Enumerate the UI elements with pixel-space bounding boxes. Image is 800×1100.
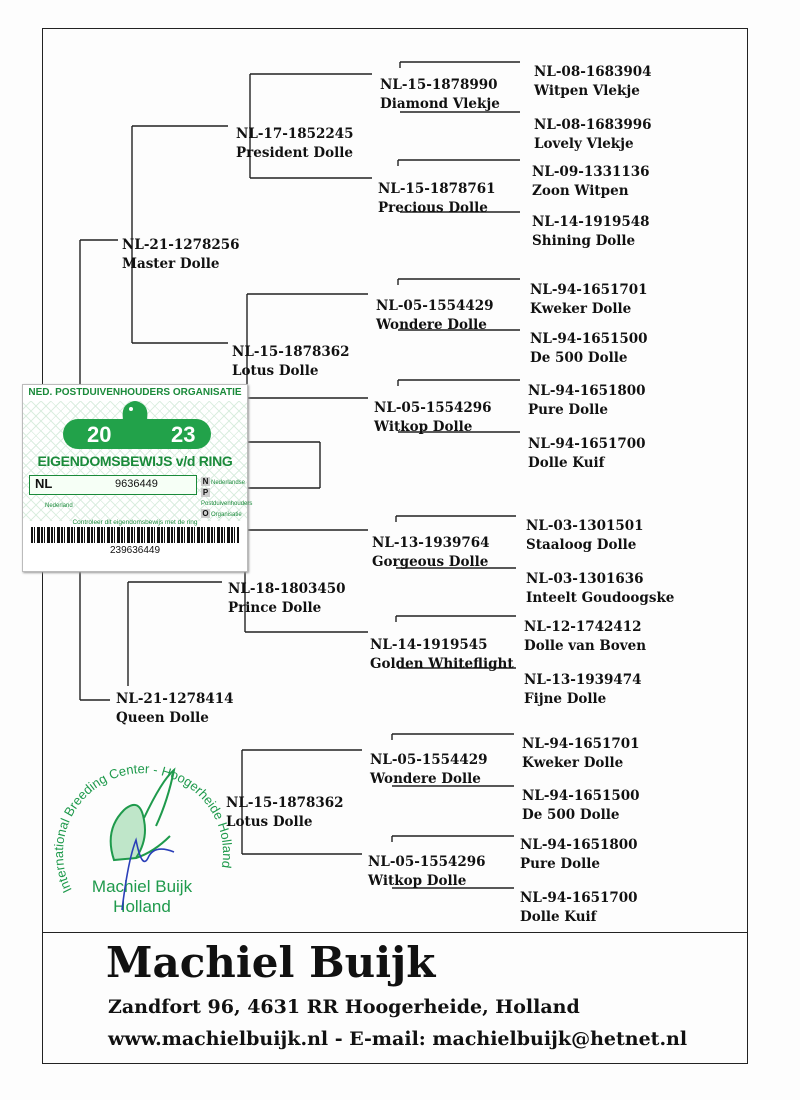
ring-number: NL-15-1878362 [232,344,350,360]
bird-name: Dolle Kuif [528,455,605,471]
bird-name: Witpen Vlekje [534,83,640,99]
bird-name: Shining Dolle [532,233,636,249]
control-text: Controleer dit eigendomsbewijs met de ring [72,519,198,526]
bird-name: Wondere Dolle [370,771,481,787]
bird-name: Witkop Dolle [368,873,467,889]
bird-name: Staaloog Dolle [526,537,637,553]
pedigree-gen3-bird-4 [374,399,492,437]
card-organisation: NED. POSTDUIVENHOUDERS ORGANISATIE [28,387,242,398]
pedigree-gen3-bird-3 [376,297,494,335]
ring-number: NL-09-1331136 [532,164,650,180]
ring-number: NL-21-1278256 [122,237,240,253]
ring-number: NL-18-1803450 [228,581,346,597]
pedigree-gen4-bird-11 [524,618,646,656]
pedigree-gen4-bird-9 [526,517,644,555]
ring-number: NL-94-1651500 [530,331,648,347]
ring-number: NL-05-1554296 [374,400,492,416]
ring-number: NL-05-1554296 [368,854,486,870]
ring-number: NL-94-1651700 [528,436,646,452]
card-ring-number: 9636449 [115,478,158,490]
ring-number: NL-14-1919548 [532,214,650,230]
bird-name: President Dolle [236,145,353,161]
bird-name: Lotus Dolle [226,814,313,830]
pedigree-gen4-bird-15 [520,836,638,874]
bird-name: Master Dolle [122,256,220,272]
ring-number: NL-94-1651500 [522,788,640,804]
pedigree-gen3-bird-2 [378,180,496,218]
pedigree-gen3-bird-1 [380,76,500,114]
bird-name: Diamond Vlekje [380,96,500,112]
ring-number: NL-15-1878990 [380,77,498,93]
ring-number: NL-08-1683904 [534,64,652,80]
bird-name: Golden Whiteflight [370,656,514,672]
breeder-web-email: www.machielbuijk.nl - E-mail: machielbuijk@hetnet.nl [108,1028,688,1050]
bird-name: Zoon Witpen [532,183,629,199]
bird-name: Kweker Dolle [522,755,624,771]
ring-number: NL-05-1554429 [376,298,494,314]
npo-legend: N Nederlandse PPostduivenhouders O Organisatie [201,477,253,518]
stamp-country: Holland [113,897,171,916]
pedigree-gen2-bird-4 [226,794,344,832]
ring-number: NL-94-1651701 [530,282,648,298]
pedigree-gen4-bird-12 [524,671,642,709]
ring-number: NL-94-1651700 [520,890,638,906]
pedigree-gen4-bird-5 [530,281,648,319]
bird-name: Dolle Kuif [520,909,597,925]
bird-name: De 500 Dolle [522,807,620,823]
ring-number: NL-13-1939474 [524,672,642,688]
breeder-name: Machiel Buijk [106,938,436,987]
bird-name: Pure Dolle [528,402,608,418]
pedigree-gen3-bird-7 [370,751,488,789]
pedigree-gen4-bird-10 [526,570,674,608]
ring-number: NL-08-1683996 [534,117,652,133]
pedigree-gen1-bird-1 [122,236,240,274]
ring-number-box [29,475,197,495]
pedigree-gen3-bird-5 [372,534,490,572]
bird-name: Wondere Dolle [376,317,487,333]
year-left: 20 [87,422,112,447]
ring-number: NL-14-1919545 [370,637,488,653]
barcode-number: 239636449 [109,545,161,556]
ring-number: NL-03-1301501 [526,518,644,534]
pedigree-gen3-bird-8 [368,853,486,891]
breeding-center-stamp [44,740,240,930]
pedigree-gen4-bird-6 [530,330,648,368]
ring-number: NL-15-1878362 [226,795,344,811]
pedigree-gen4-bird-4 [532,213,650,251]
bird-name: Inteelt Goudoogske [526,590,675,606]
bird-name: Lovely Vlekje [534,136,634,152]
ring-number: NL-05-1554429 [370,752,488,768]
pedigree-gen4-bird-14 [522,787,640,825]
ring-number: NL-94-1651800 [520,837,638,853]
ring-number: NL-94-1651701 [522,736,640,752]
ring-number: NL-15-1878761 [378,181,496,197]
pedigree-gen2-bird-3 [228,580,346,618]
bird-name: Fijne Dolle [524,691,607,707]
nederland-label: Nederland [45,503,73,509]
bird-name: Pure Dolle [520,856,600,872]
bird-name: Queen Dolle [116,710,209,726]
pedigree-gen3-bird-6 [370,636,514,674]
ring-number: NL-21-1278414 [116,691,234,707]
bird-name: Kweker Dolle [530,301,632,317]
barcode [31,527,239,543]
pedigree-gen4-bird-7 [528,382,646,420]
country-code: NL [35,476,53,491]
bird-name: Precious Dolle [378,200,488,216]
pedigree-gen4-bird-1 [534,63,652,101]
ring-number: NL-12-1742412 [524,619,642,635]
pedigree-gen4-bird-16 [520,889,638,927]
ring-number: NL-13-1939764 [372,535,490,551]
pedigree-gen4-bird-13 [522,735,640,773]
pedigree-gen4-bird-8 [528,435,646,473]
bird-name: Lotus Dolle [232,363,319,379]
ring-number: NL-94-1651800 [528,383,646,399]
bird-name: Witkop Dolle [374,419,473,435]
bird-name: Prince Dolle [228,600,322,616]
pedigree-gen4-bird-2 [534,116,652,154]
breeder-address: Zandfort 96, 4631 RR Hoogerheide, Holland [108,996,580,1018]
year-right: 23 [171,422,196,447]
pedigree-gen2-bird-2 [232,343,350,381]
pedigree-gen2-bird-1 [236,125,354,163]
ring-ownership-card [22,384,253,572]
card-title: EIGENDOMSBEWIJS v/d RING [37,453,233,469]
ring-number: NL-03-1301636 [526,571,644,587]
bird-name: De 500 Dolle [530,350,628,366]
bird-name: Gorgeous Dolle [372,554,489,570]
stamp-ring-text: International Breeding Center - Hoogerheide Holland [50,761,236,896]
bird-name: Dolle van Boven [524,638,647,654]
ring-number: NL-17-1852245 [236,126,354,142]
pedigree-gen1-bird-2 [116,690,234,728]
stamp-name: Machiel Buijk [91,877,193,896]
lion-crest-icon [119,399,151,421]
pedigree-gen4-bird-3 [532,163,650,201]
